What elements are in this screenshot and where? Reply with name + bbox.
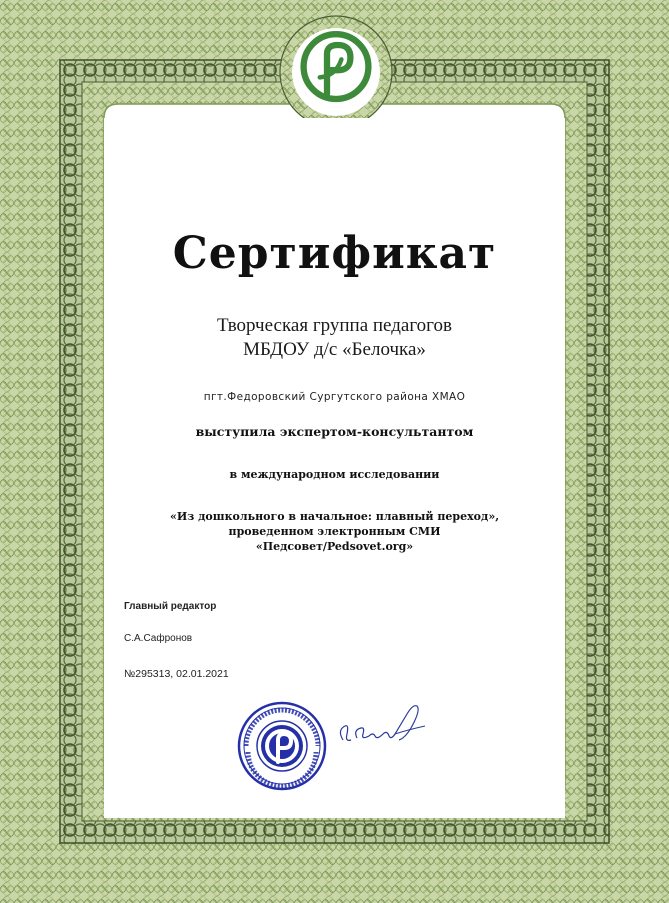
recipient-line-2: МБДОУ д/с «Белочка» (243, 339, 426, 360)
research-line-2: проведенном электронным СМИ (228, 525, 441, 538)
research-title (0, 509, 669, 554)
editor-name: С.А.Сафронов (124, 633, 193, 644)
recipient-block (0, 314, 669, 362)
editor-label: Главный редактор (124, 601, 217, 612)
research-intro: в международном исследовании (229, 468, 440, 481)
recipient-location: пгт.Федоровский Сургутского района ХМАО (203, 391, 466, 403)
certificate-title: Сертификат (172, 228, 497, 279)
research-line-1: «Из дошкольного в начальное: плавный переход», (169, 510, 500, 523)
recipient-role: выступила экспертом-консультантом (195, 424, 474, 439)
certificate-number-date: №295313, 02.01.2021 (124, 668, 229, 680)
official-stamp (236, 700, 328, 792)
research-line-3: «Педсовет/Pedsovet.org» (255, 540, 414, 553)
editor-signature (335, 700, 435, 755)
recipient-line-1: Творческая группа педагогов (217, 315, 452, 336)
pedsovet-logo-icon (288, 18, 384, 126)
